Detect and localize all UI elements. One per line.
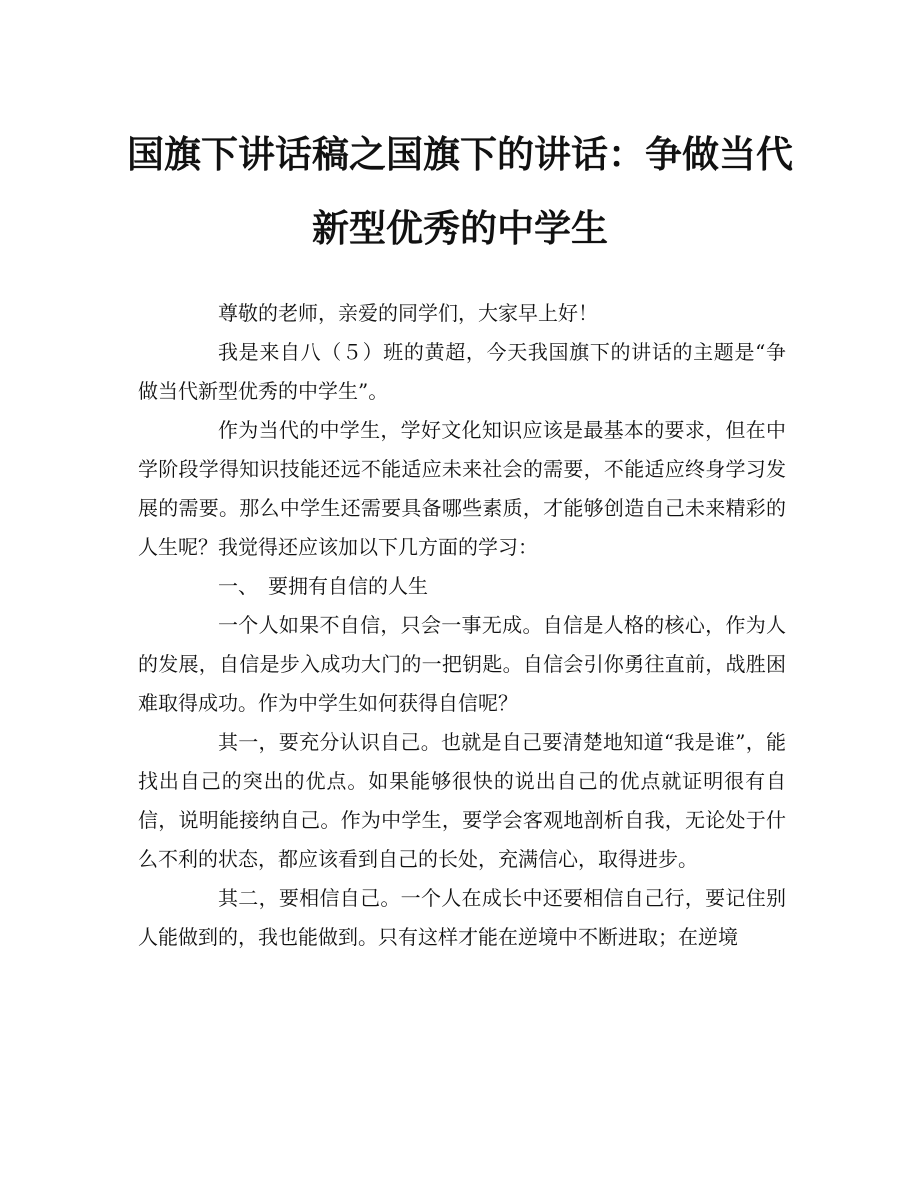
paragraph-greeting: 尊敬的老师，亲爱的同学们，大家早上好！: [218, 301, 598, 325]
paragraph-believe-yourself: 其二，要相信自己。一个人在成长中还要相信自己行，要记住别人能做到的，我也能做到。只有这样才能在逆境中不断进取；在逆境: [138, 886, 786, 949]
paragraph-introduction: 我是来自八（５）班的黄超，今天我国旗下的讲话的主题是“争做当代新型优秀的中学生”。: [138, 340, 786, 403]
paragraph-overview: 作为当代的中学生，学好文化知识应该是最基本的要求，但在中学阶段学得知识技能还远不能适应未来社会的需要，不能适应终身学习发展的需要。那么中学生还需要具备哪些素质，才能够创造自己未来精彩的人生呢？我觉得还应该加以下几方面的学习：: [138, 418, 786, 559]
paragraph-confidence: 一个人如果不自信，只会一事无成。自信是人格的核心，作为人的发展，自信是步入成功大门的一把钥匙。自信会引你勇往直前，战胜困难取得成功。作为中学生如何获得自信呢？: [138, 613, 786, 715]
document-body: [138, 294, 786, 957]
paragraph-know-yourself: 其一，要充分认识自己。也就是自己要清楚地知道“我是谁”，能找出自己的突出的优点。如果能够很快的说出自己的优点就证明很有自信，说明能接纳自己。作为中学生，要学会客观地剖析自我，无论处于什么不利的状态，都应该看到自己的长处，充满信心，取得进步。: [138, 730, 786, 871]
document-title: 国旗下讲话稿之国旗下的讲话：争做当代新型优秀的中学生: [127, 133, 793, 250]
section-heading-confidence: 一、 要拥有自信的人生: [218, 574, 428, 598]
